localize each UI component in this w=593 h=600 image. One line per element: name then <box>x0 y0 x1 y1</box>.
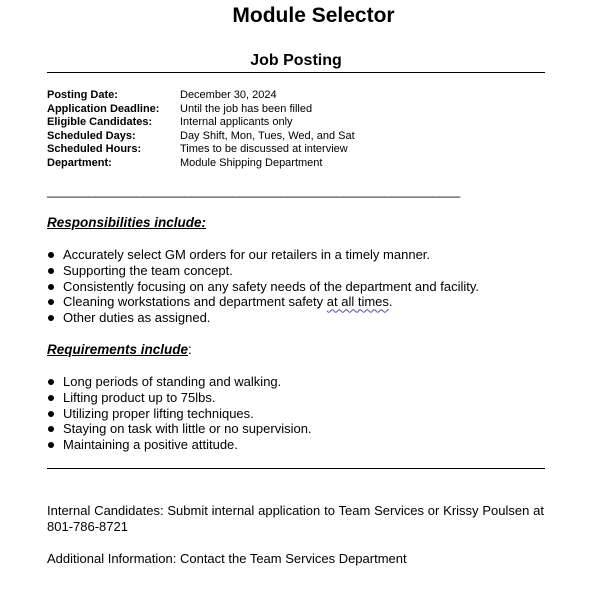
list-item-text: Utilizing proper lifting techniques. <box>63 405 254 421</box>
list-item-text: Lifting product up to 75lbs. <box>63 389 216 405</box>
bullet-icon <box>47 247 63 263</box>
detail-value: Module Shipping Department <box>180 156 323 169</box>
detail-label: Eligible Candidates: <box>47 116 153 129</box>
requirements-heading-text: Requirements include <box>47 342 189 357</box>
bullet-icon <box>47 294 63 310</box>
list-item <box>47 294 479 310</box>
responsibilities-heading <box>47 215 206 230</box>
bottom-divider <box>47 468 545 469</box>
document-subtitle: Job Posting <box>250 52 342 69</box>
detail-row-department <box>47 157 355 171</box>
list-item-text: Staying on task with little or no supervision. <box>63 421 312 437</box>
list-item-text: Supporting the team concept. <box>63 262 233 278</box>
requirements-heading <box>47 342 192 357</box>
list-item <box>47 437 312 453</box>
list-item <box>47 421 312 437</box>
bullet-icon <box>47 421 63 437</box>
detail-label: Scheduled Hours: <box>47 143 142 156</box>
list-item <box>47 310 479 326</box>
grammar-flagged-text[interactable]: at all times <box>326 294 389 310</box>
detail-label: Application Deadline: <box>47 102 160 115</box>
detail-row-scheduled-days <box>47 130 355 144</box>
detail-label: Scheduled Days: <box>47 129 136 142</box>
list-item <box>47 406 312 422</box>
detail-label: Posting Date: <box>47 89 118 101</box>
underscore-separator: ____________________________________________________________ <box>47 183 460 198</box>
responsibilities-heading-text: Responsibilities include: <box>47 215 207 230</box>
list-item-text-end: . <box>388 294 393 310</box>
detail-row-posting-date <box>47 89 355 103</box>
list-item <box>47 390 312 406</box>
detail-row-scheduled-hours <box>47 143 355 157</box>
detail-value: Until the job has been filled <box>180 102 313 115</box>
list-item <box>47 247 479 263</box>
document-title: Module Selector <box>232 4 395 27</box>
bullet-icon <box>47 263 63 279</box>
bullet-icon <box>47 406 63 422</box>
list-item-text: Consistently focusing on any safety needs of the department and facility. <box>63 278 479 294</box>
list-item-text: Maintaining a positive attitude. <box>63 437 238 453</box>
bullet-icon <box>47 310 63 326</box>
list-item-text: Accurately select GM orders for our retailers in a timely manner. <box>63 247 431 262</box>
detail-row-eligible-candidates <box>47 116 355 130</box>
list-item-text <box>63 294 393 310</box>
list-item <box>47 374 312 390</box>
responsibilities-list <box>47 247 479 326</box>
list-item-text-start: Cleaning workstations and department safety <box>63 294 327 310</box>
posting-details <box>47 89 355 171</box>
detail-value: Day Shift, Mon, Tues, Wed, and Sat <box>180 129 355 142</box>
detail-value: Times to be discussed at interview <box>180 143 348 156</box>
list-item <box>47 263 479 279</box>
requirements-heading-colon: : <box>188 342 192 357</box>
detail-value: December 30, 2024 <box>180 89 277 101</box>
bullet-icon <box>47 390 63 406</box>
application-instructions: Internal Candidates: Submit internal application to Team Services or Krissy Poulsen at 801-786-8721 <box>47 503 544 534</box>
bullet-icon <box>47 374 63 390</box>
detail-value: Internal applicants only <box>180 116 293 129</box>
detail-label: Department: <box>47 156 112 169</box>
list-item-text: Long periods of standing and walking. <box>63 374 282 389</box>
additional-information: Additional Information: Contact the Team Services Department <box>47 551 407 566</box>
bullet-icon <box>47 437 63 453</box>
top-divider <box>47 72 545 73</box>
list-item-text: Other duties as assigned. <box>63 310 211 326</box>
detail-row-application-deadline <box>47 103 355 117</box>
bullet-icon <box>47 279 63 295</box>
requirements-list <box>47 374 312 453</box>
list-item <box>47 279 479 295</box>
